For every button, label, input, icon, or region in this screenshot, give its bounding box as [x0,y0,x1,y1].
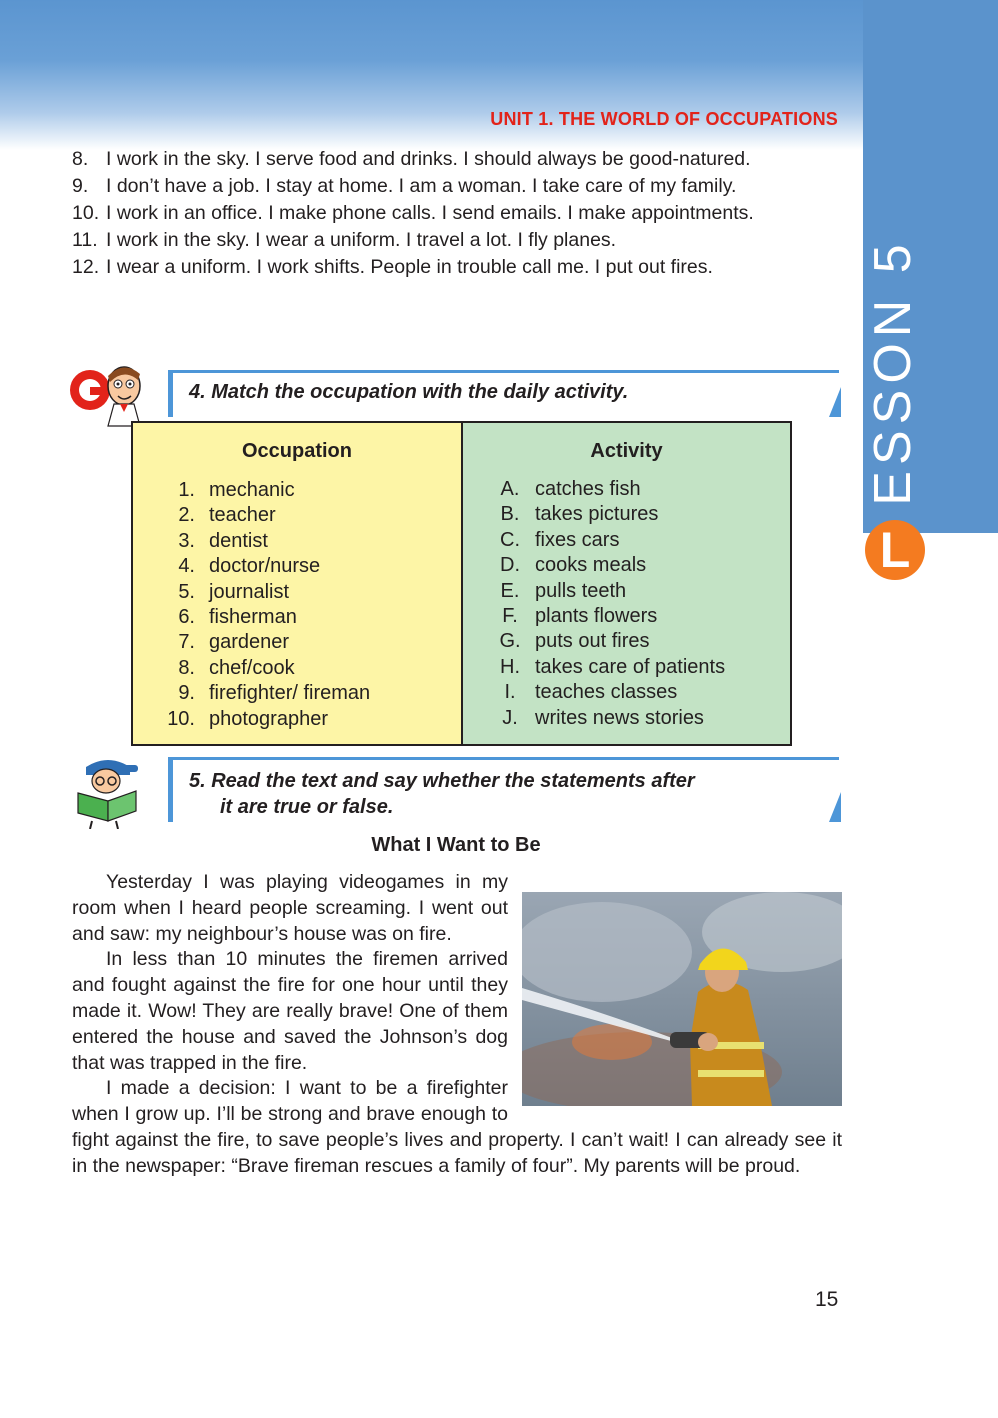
activity-item: H. takes care of patients [500,655,726,678]
task-bar-corner [829,387,841,417]
activity-item: D. cooks meals [500,554,647,577]
activity-item: J. writes news stories [502,706,704,729]
matching-table [131,421,792,746]
occupation-item: 1. mechanic [178,479,295,501]
statement-list [72,146,832,281]
firefighter-photo [522,892,842,1106]
page-number: 15 [815,1288,839,1311]
unit-title: UNIT 1. THE WORLD OF OCCUPATIONS [490,109,838,129]
activity-item: I. teaches classes [504,681,678,704]
task-4-title: 4. Match the occupation with the daily activity. [189,381,629,403]
activity-header: Activity [590,440,663,462]
task-4-instruction [168,370,839,417]
list-item: 10. I work in an office. I make phone calls. I send emails. I make appointments. [72,202,754,224]
task-bar-corner [829,792,841,822]
occupation-item: 9. firefighter/ fireman [178,682,371,705]
activity-item: A. catches fish [500,478,641,500]
lesson-label: ESSON 5 [864,238,922,506]
activity-column [463,423,790,744]
activity-item: C. fixes cars [500,528,620,551]
occupation-item: 3. dentist [178,529,268,552]
story-title: What I Want to Be [371,834,541,856]
reading-mascot-icon [72,755,144,829]
occupation-item: 7. gardener [178,631,290,654]
list-item: 9. I don’t have a job. I stay at home. I am a woman. I take care of my family. [72,175,737,197]
activity-item: F. plants flowers [502,605,658,628]
occupation-item: 2. teacher [178,504,276,527]
grammar-mascot-icon [68,360,158,428]
task-5-title-line1: 5. Read the text and say whether the statements after [189,770,695,792]
task-5-instruction [168,757,839,822]
activity-item: E. pulls teeth [500,579,627,602]
occupation-item: 8. chef/cook [178,656,295,679]
occupation-column [133,423,463,744]
story-paragraph: Yesterday I was playing videogames in my room when I heard people screaming. I went out and saw: my neighbour’s house was on fire. [72,871,508,945]
occupation-item: 6. fisherman [178,606,297,629]
activity-list [499,477,725,731]
lesson-initial-badge: L [865,520,925,580]
occupation-item: 4. doctor/nurse [178,555,321,578]
list-item: 8. I work in the sky. I serve food and drinks. I should always be good-natured. [72,148,751,170]
task-5-title-line2: it are true or false. [220,796,394,818]
activity-item: G. puts out fires [499,630,650,653]
story-paragraph: In less than 10 minutes the firemen arrived and fought against the fire for one hour until they made it. Wow! They are really brave! One of them entered the house and saved the Johnson’s dog that was trapped in the fire. [72,948,508,1074]
story-text [72,870,842,1180]
list-item: 12. I wear a uniform. I work shifts. People in trouble call me. I put out fires. [72,256,713,278]
story-paragraph: I made a decision: I want to be a firefighter when I grow up. I’ll be strong and brave enough to fight against the fire, to save people’s lives and property. I can’t wait! I can already see it in the newspaper: “Brave fireman rescues a family of four”. My parents will be proud. [72,1077,842,1177]
list-item: 11. I work in the sky. I wear a uniform. I travel a lot. I fly planes. [72,229,617,251]
activity-item: B. takes pictures [500,503,659,526]
occupation-list [163,478,370,732]
occupation-item: 5. journalist [178,580,290,603]
occupation-item: 10. photographer [167,707,328,730]
occupation-header: Occupation [241,440,352,462]
